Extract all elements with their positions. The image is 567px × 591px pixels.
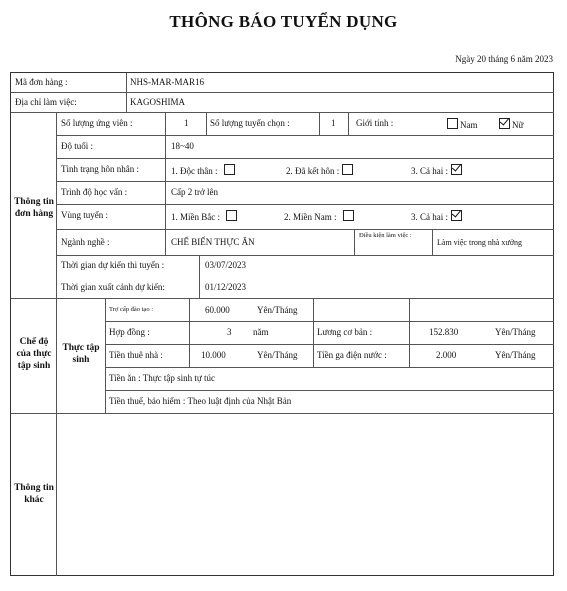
order-info-section-title: Thông tin đơn hàng [14,197,54,219]
selected-value: 1 [331,118,336,128]
checkbox-icon[interactable] [342,164,353,175]
exam-date-label: Thời gian dự kiến thi tuyển : [61,260,165,270]
recruitment-form [10,72,554,576]
rent-unit: Yên/Tháng [257,350,298,360]
checkbox-icon[interactable] [447,118,458,129]
education-label: Trình độ học vấn : [61,187,128,197]
marital-label: Tình trạng hôn nhân : [61,164,139,174]
training-allowance-label: Trợ cấp đào tạo : [109,306,153,313]
work-location-label: Địa chỉ làm việc: [15,97,77,107]
utilities-label: Tiền ga điện nước : [317,350,387,360]
other-info-content [61,419,549,569]
base-salary-label: Lương cơ bản : [317,327,373,337]
region-option-2[interactable]: 2. Miền Nam : [284,210,354,223]
order-code-label: Mã đơn hàng : [15,77,68,87]
food-info: Tiền ăn : Thực tập sinh tự túc [109,373,216,383]
departure-date-label: Thời gian xuất cảnh dự kiến: [61,282,165,292]
checkbox-icon[interactable] [343,210,354,221]
selected-label: Số lượng tuyển chọn : [210,118,290,128]
checkbox-icon[interactable] [226,210,237,221]
base-salary-value: 152.830 [429,327,459,337]
checked-checkbox-icon[interactable] [499,118,510,129]
region-option-3[interactable]: 3. Cả hai : [411,210,462,223]
training-allowance-unit: Yên/Tháng [257,305,298,315]
checked-checkbox-icon[interactable] [451,164,462,175]
departure-date-value: 01/12/2023 [205,282,247,292]
issue-date: Ngày 20 tháng 6 năm 2023 [455,54,553,64]
order-code-value: NHS-MAR-MAR16 [130,77,205,87]
page-title: THÔNG BÁO TUYỂN DỤNG [169,12,398,31]
utilities-unit: Yên/Tháng [495,350,536,360]
rent-value: 10.000 [201,350,226,360]
base-salary-unit: Yên/Tháng [495,327,536,337]
education-value: Cấp 2 trở lên [171,187,218,197]
marital-option-2[interactable]: 2. Đã kết hôn : [286,164,353,177]
age-value: 18~40 [171,141,194,151]
work-location-value: KAGOSHIMA [130,97,186,107]
contract-label: Hợp đồng : [109,327,150,337]
other-info-section-title: Thông tin khác [14,483,54,505]
utilities-value: 2.000 [436,350,457,360]
age-label: Độ tuổi : [61,141,94,151]
contract-value: 3 [227,327,232,337]
applicants-value: 1 [184,118,189,128]
checkbox-icon[interactable] [224,164,235,175]
job-label: Ngành nghề : [61,237,110,247]
marital-option-1[interactable]: 1. Độc thân : [171,164,235,177]
region-option-1[interactable]: 1. Miền Bắc : [171,210,237,223]
gender-male-option[interactable]: Nam [447,118,478,131]
checked-checkbox-icon[interactable] [451,210,462,221]
job-value: CHẾ BIẾN THỰC ĂN [171,237,255,247]
gender-female-option[interactable]: Nữ [499,118,523,131]
gender-label: Giới tính : [356,118,394,128]
training-allowance-value: 60.000 [205,305,230,315]
applicants-label: Số lượng ứng viên : [61,118,133,128]
trainee-subsection-title: Thực tập sinh [62,343,100,365]
tax-info: Tiền thuế, bảo hiểm : Theo luật định của Nhật Bản [109,396,292,406]
benefits-section-title: Chế độ của thực tập sinh [16,337,52,371]
rent-label: Tiền thuê nhà : [109,350,163,360]
region-label: Vùng tuyển : [61,210,108,220]
work-condition-value: Làm việc trong nhà xưởng [437,238,522,247]
contract-unit: năm [253,327,269,337]
exam-date-value: 03/07/2023 [205,260,247,270]
work-condition-label: Điều kiện làm việc : [359,232,412,239]
marital-option-3[interactable]: 3. Cả hai : [411,164,462,177]
